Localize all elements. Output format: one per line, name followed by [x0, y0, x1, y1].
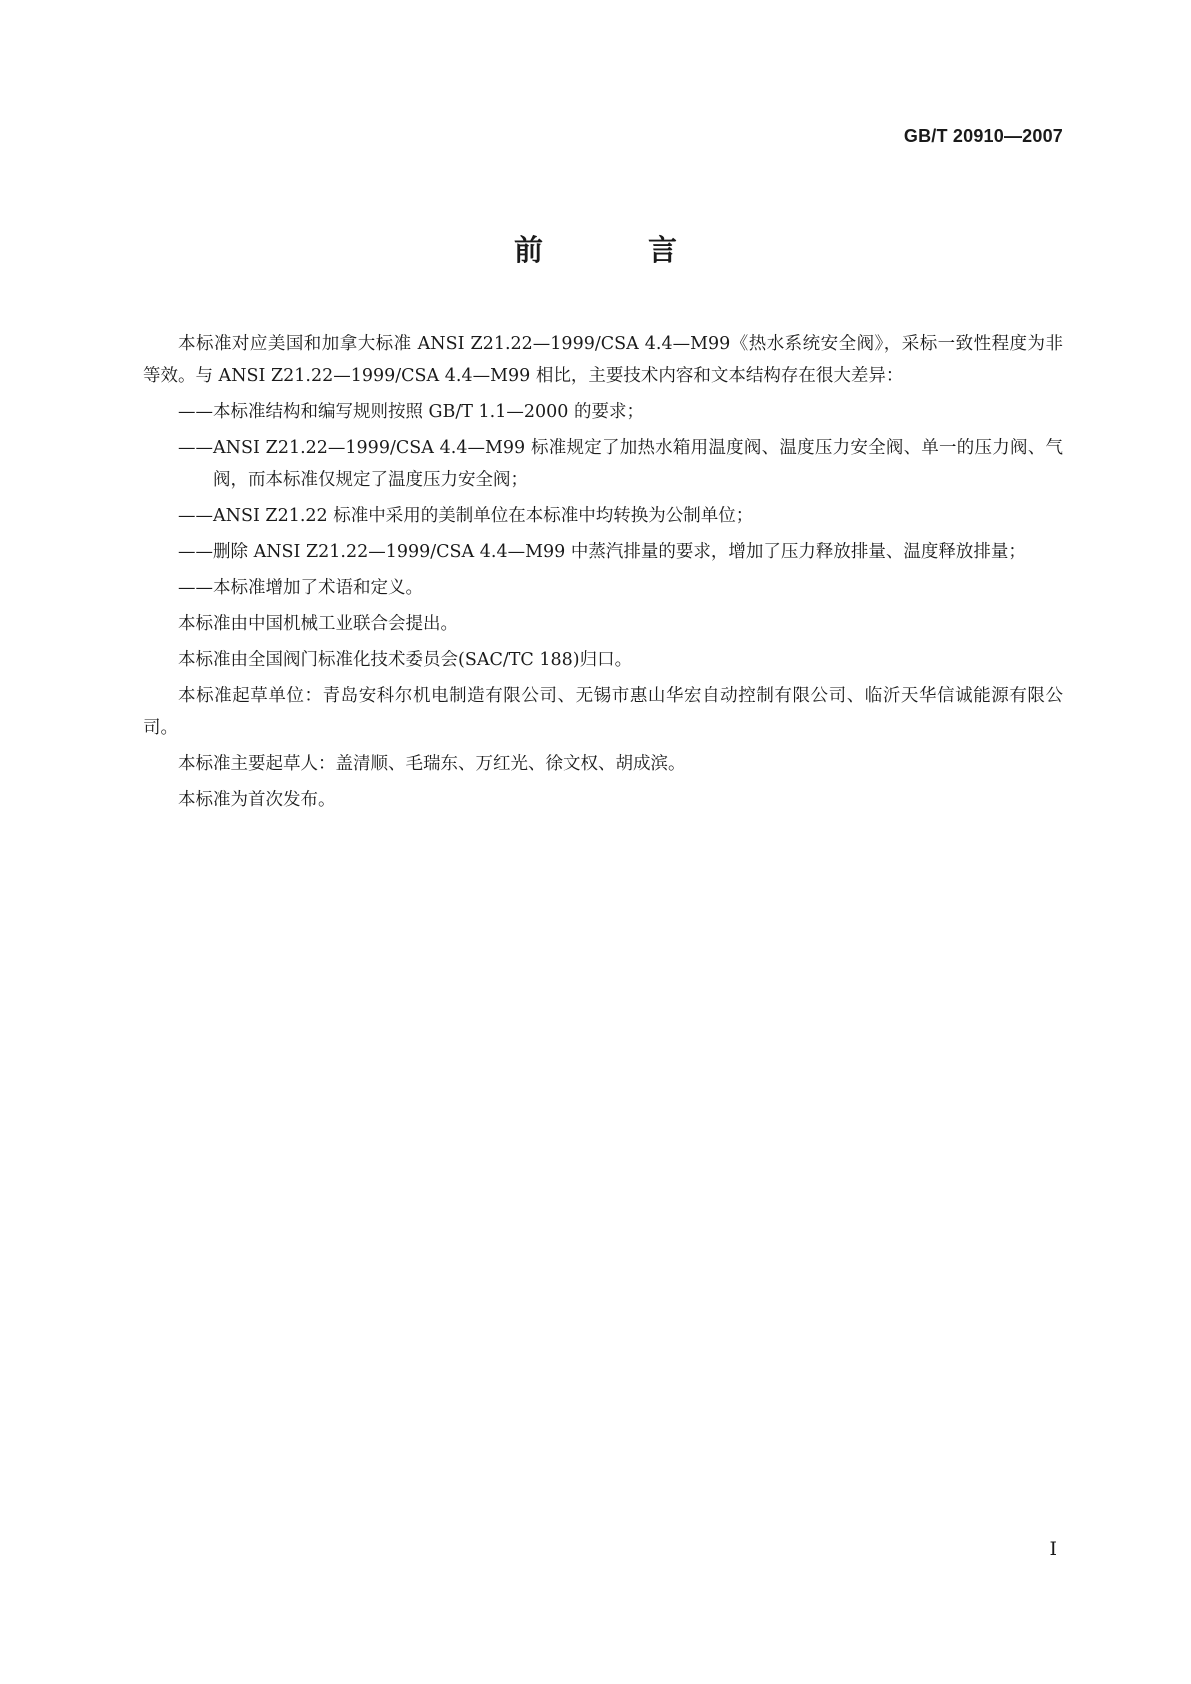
list-item [143, 396, 1063, 428]
first-release-paragraph: 本标准为首次发布。 [178, 790, 336, 810]
list-item [143, 536, 1063, 568]
list-item [143, 500, 1063, 532]
dash-marker: —— [178, 506, 213, 526]
dash-marker: —— [178, 578, 213, 598]
proposer-paragraph: 本标准由中国机械工业联合会提出。 [178, 614, 458, 634]
list-item [143, 572, 1063, 604]
standard-code: GB/T 20910—2007 [903, 126, 1063, 146]
list-item-text: 本标准结构和编写规则按照 GB/T 1.1—2000 的要求； [213, 402, 644, 422]
list-item-text: 本标准增加了术语和定义。 [213, 578, 423, 598]
drafters-paragraph: 本标准主要起草人：盖清顺、毛瑞东、万红光、徐文权、胡成滨。 [178, 754, 686, 774]
dash-marker: —— [178, 542, 213, 562]
page-title: 前 言 [513, 233, 715, 267]
foreword-body [143, 328, 1063, 820]
list-item-text: ANSI Z21.22 标准中采用的美制单位在本标准中均转换为公制单位； [213, 506, 754, 526]
list-item-text: 删除 ANSI Z21.22—1999/CSA 4.4—M99 中蒸汽排量的要求，增加了压力释放排量、温度释放排量； [213, 542, 1026, 562]
list-item-text: ANSI Z21.22—1999/CSA 4.4—M99 标准规定了加热水箱用温度阀、温度压力安全阀、单一的压力阀、气阀，而本标准仅规定了温度压力安全阀； [213, 438, 1063, 490]
centralized-paragraph: 本标准由全国阀门标准化技术委员会(SAC/TC 188)归口。 [178, 650, 633, 670]
dash-marker: —— [178, 402, 213, 422]
dash-marker: —— [178, 438, 213, 458]
intro-paragraph: 本标准对应美国和加拿大标准 ANSI Z21.22—1999/CSA 4.4—M99《热水系统安全阀》，采标一致性程度为非等效。与 ANSI Z21.22—1999/CSA 4.4—M99 相比，主要技术内容和文本结构存在很大差异： [143, 334, 1063, 386]
drafting-units-paragraph: 本标准起草单位：青岛安科尔机电制造有限公司、无锡市惠山华宏自动控制有限公司、临沂天华信诚能源有限公司。 [143, 686, 1063, 738]
list-item [143, 432, 1063, 496]
page-number: I [1049, 1538, 1057, 1560]
